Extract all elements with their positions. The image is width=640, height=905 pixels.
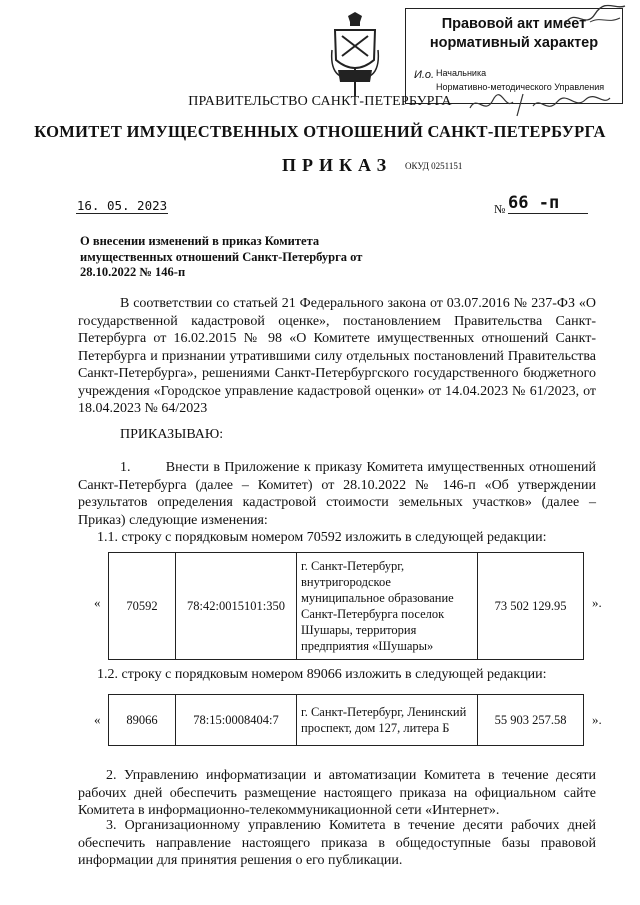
table2-cadastral: 78:15:0008404:7 — [176, 695, 297, 746]
okud-code: ОКУД 0251151 — [405, 161, 463, 171]
stamp-signature-icon — [560, 2, 630, 32]
amendment-table-2 — [108, 694, 584, 746]
item-2: 2. Управлению информатизации и автоматизации Комитета в течение десяти рабочих дней обеспечить размещение настоящего приказа на официальном сайте Комитета в информационно-телекоммуникационной сети «Интернет». — [78, 768, 596, 818]
stamp-title-line1: Правовой акт имеет — [441, 16, 587, 32]
table1-value: 73 502 129.95 — [478, 553, 584, 660]
table-row — [109, 695, 584, 746]
table1-open-quote: « — [94, 595, 101, 610]
table2-value: 55 903 257.58 — [478, 695, 584, 746]
table1-address: г. Санкт-Петербург, внутригородское муниципальное образование Санкт-Петербурга поселок Шушары, территория предприятия «Шушары» — [297, 553, 478, 660]
amendment-table-1 — [108, 552, 584, 660]
table2-num: 89066 — [109, 695, 176, 746]
table2-address: г. Санкт-Петербург, Ленинский проспект, дом 127, литера Б — [297, 695, 478, 746]
government-title: ПРАВИТЕЛЬСТВО САНКТ-ПЕТЕРБУРГА — [188, 94, 452, 109]
committee-title: КОМИТЕТ ИМУЩЕСТВЕННЫХ ОТНОШЕНИЙ САНКТ-ПЕТЕРБУРГА — [34, 122, 606, 141]
table2-close-quote: ». — [592, 712, 602, 727]
stamp-position-line2: Нормативно-методического Управления — [436, 82, 605, 92]
stamp-position-line1: Начальника — [436, 68, 487, 78]
item-1-2: 1.2. строку с порядковым номером 89066 изложить в следующей редакции: — [97, 667, 547, 682]
coat-of-arms-icon — [330, 10, 380, 98]
order-subject: О внесении изменений в приказ Комитета имущественных отношений Санкт-Петербурга от 28.10.2022 № 146-п — [80, 234, 363, 279]
intro-text: В соответствии со статьей 21 Федерального закона от 03.07.2016 № 237-ФЗ «О государственной кадастровой оценке», постановлением Правительства Санкт-Петербурга от 16.02.2015 № 98 «О Комитете имущественных отношений Санкт-Петербурга и признании утратившими силу отдельных постановлений Правительства Санкт-Петербурга», решениями Санкт-Петербургского государственного бюджетного учреждения «Городское управление кадастровой оценки» от 14.04.2023 № 61/2023, от 18.04.2023 № 64/2023 — [78, 296, 596, 416]
table1-num: 70592 — [109, 553, 176, 660]
order-date: 16. 05. 2023 — [76, 198, 168, 213]
item-3: 3. Организационному управлению Комитета в течение десяти рабочих дней обеспечить направление настоящего приказа в общедоступные базы правовой информации для принятия решения о его публикации. — [78, 818, 596, 868]
table-row — [109, 553, 584, 660]
stamp-title-line2: нормативный характер — [429, 35, 599, 51]
table2-open-quote: « — [94, 712, 101, 727]
order-number: 66 -п — [508, 193, 588, 214]
table1-cadastral: 78:42:0015101:350 — [176, 553, 297, 660]
intro-paragraph — [78, 295, 596, 418]
doc-type-title: ПРИКАЗ — [282, 155, 393, 175]
item-1-1: 1.1. строку с порядковым номером 70592 изложить в следующей редакции: — [97, 530, 547, 545]
table1-close-quote: ». — [592, 595, 602, 610]
item-1: 1. Внести в Приложение к приказу Комитета имущественных отношений Санкт-Петербурга (далее – Комитет) от 28.10.2022 № 146-п «Об утверждении результатов определения кадастровой стоимости земельных участков» (далее – Приказ) следующие изменения: — [78, 460, 600, 528]
number-symbol: № — [494, 202, 506, 216]
orders-heading: ПРИКАЗЫВАЮ: — [120, 427, 224, 442]
stamp-vo: И.о. — [414, 69, 435, 81]
